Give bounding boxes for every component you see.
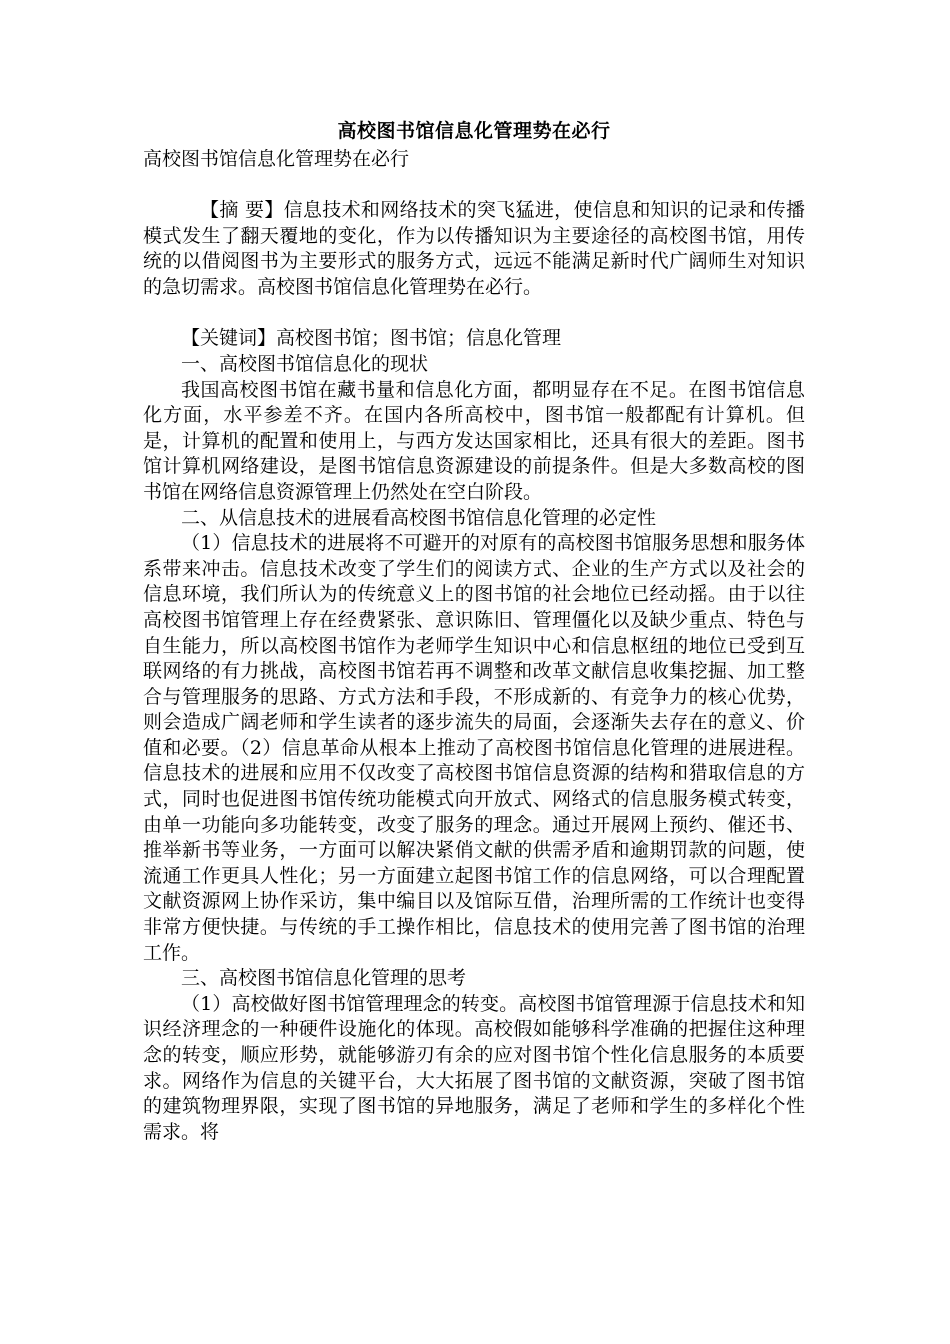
section-3-heading: 三、高校图书馆信息化管理的思考 — [181, 967, 467, 990]
document-page — [143, 118, 805, 1145]
section-2-body: （1）信息技术的进展将不可避开的对原有的高校图书馆服务思想和服务体系带来冲击。信息技术改变了学生们的阅读方式、企业的生产方式以及社会的信息环境，我们所认为的传统意义上的图书馆的社会地位已经动摇。由于以往高校图书馆管理上存在经费紧张、意识陈旧、管理僵化以及缺少重点、特色与自生能力，所以高校图书馆作为老师学生知识中心和信息枢纽的地位已受到互联网络的有力挑战，高校图书馆若再不调整和改革文献信息收集挖掘、加工整合与管理服务的思路、方式方法和手段，不形成新的、有竞争力的核心优势，则会造成广阔老师和学生读者的逐步流失的局面，会逐渐失去存在的意义、价值和必要。（2）信息革命从根本上推动了高校图书馆信息化管理的进展进程。信息技术的进展和应用不仅改变了高校图书馆信息资源的结构和猎取信息的方式，同时也促进图书馆传统功能模式向开放式、网络式的信息服务模式转变，由单一功能向多功能转变，改变了服务的理念。通过开展网上预约、催还书、推举新书等业务，一方面可以解决紧俏文献的供需矛盾和逾期罚款的问题，使流通工作更具人性化；另一方面建立起图书馆工作的信息网络，可以合理配置文献资源网上协作采访，集中编目以及馆际互借，治理所需的工作统计也变得非常方便快捷。与传统的手工操作相比，信息技术的使用完善了图书馆的治理工作。 — [143, 532, 805, 964]
section-2-heading: 二、从信息技术的进展看高校图书馆信息化管理的必定性 — [181, 506, 657, 529]
abstract-paragraph: 【摘 要】信息技术和网络技术的突飞猛进，使信息和知识的记录和传播模式发生了翻天覆地的变化，作为以传播知识为主要途径的高校图书馆，用传统的以借阅图书为主要形式的服务方式，远远不能满足新时代广阔师生对知识的急切需求。高校图书馆信息化管理势在必行。 — [143, 199, 805, 298]
section-1-heading: 一、高校图书馆信息化的现状 — [181, 352, 429, 375]
blank-line — [143, 300, 805, 326]
section-1-body: 我国高校图书馆在藏书量和信息化方面，都明显存在不足。在图书馆信息化方面，水平参差不齐。在国内各所高校中，图书馆一般都配有计算机。但是，计算机的配置和使用上，与西方发达国家相比，还具有很大的差距。图书馆计算机网络建设，是图书馆信息资源建设的前提条件。但是大多数高校的图书馆在网络信息资源管理上仍然处在空白阶段。 — [143, 378, 805, 503]
section-3-body: （1）高校做好图书馆管理理念的转变。高校图书馆管理源于信息技术和知识经济理念的一种硬件设施化的体现。高校假如能够科学准确的把握住这种理念的转变，顺应形势，就能够游刃有余的应对图书馆个性化信息服务的本质要求。网络作为信息的关键平台，大大拓展了图书馆的文献资源，突破了图书馆的建筑物理界限，实现了图书馆的异地服务，满足了老师和学生的多样化个性需求。将 — [143, 992, 805, 1143]
keywords-line: 【关键词】高校图书馆；图书馆；信息化管理 — [181, 327, 562, 350]
blank-line — [143, 172, 805, 198]
document-subtitle: 高校图书馆信息化管理势在必行 — [143, 148, 410, 170]
document-title: 高校图书馆信息化管理势在必行 — [337, 120, 611, 142]
